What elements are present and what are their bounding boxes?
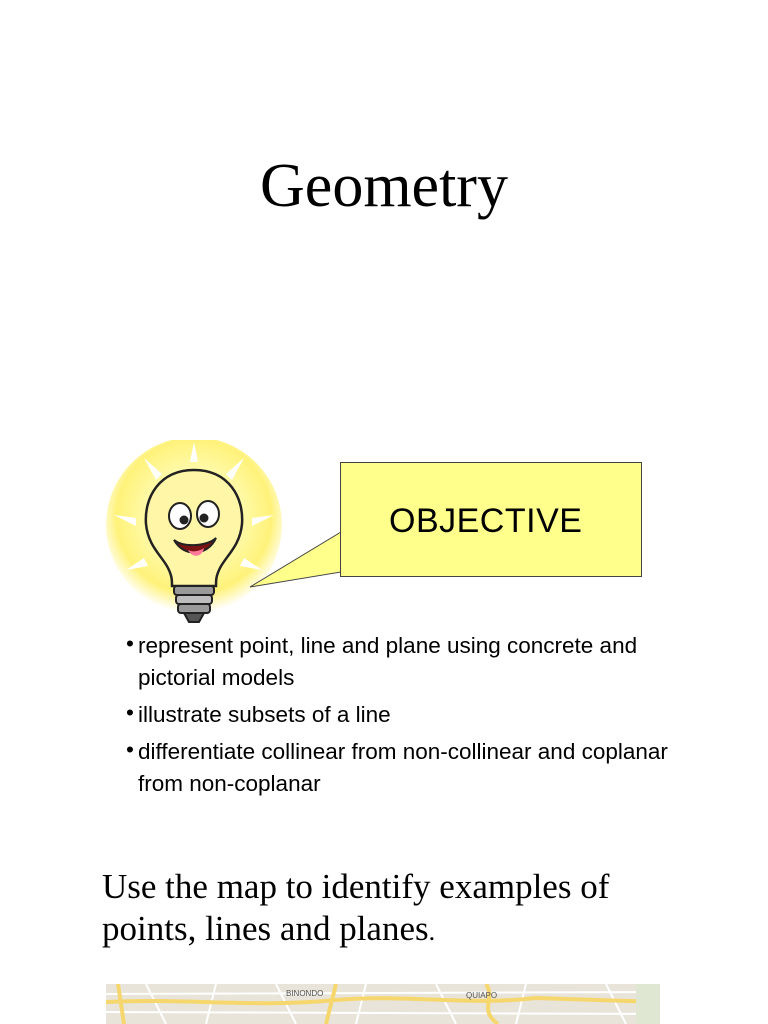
instruction-period: .	[428, 917, 436, 946]
map-label-binondo: BINONDO	[286, 989, 324, 998]
city-map	[106, 984, 660, 1024]
list-item: • represent point, line and plane using concrete and pictorial models	[130, 630, 690, 694]
slide-title: Geometry	[260, 152, 508, 220]
callout-pointer	[240, 520, 350, 600]
objective-heading: OBJECTIVE	[389, 502, 583, 540]
map-instruction	[102, 866, 702, 953]
list-item: • differentiate collinear from non-collinear and coplanar from non-coplanar	[130, 736, 690, 800]
map-label-quiapo: QUIAPO	[466, 991, 498, 1000]
list-item: • illustrate subsets of a line	[130, 699, 690, 731]
objectives-list	[130, 630, 690, 805]
instruction-text: Use the map to identify examples of points, lines and planes	[102, 867, 610, 948]
objective-callout	[340, 462, 642, 577]
map-graphic	[106, 984, 660, 1024]
